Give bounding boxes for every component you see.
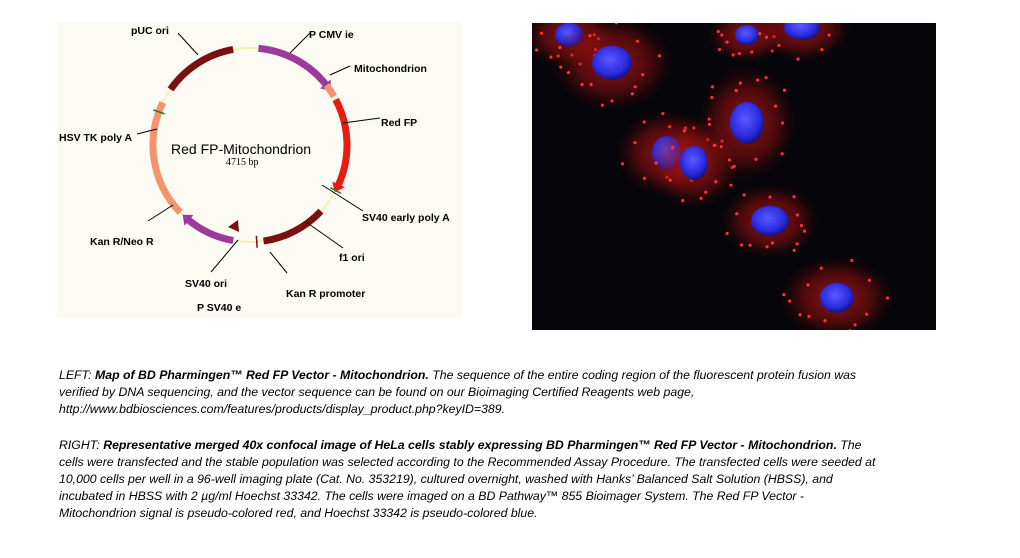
mitochondria-speck (782, 293, 785, 296)
mitochondria-speck (643, 120, 646, 123)
mitochondria-speck (725, 41, 728, 44)
mitochondria-speck (634, 85, 637, 88)
cell-nucleus (592, 46, 632, 80)
label-hsv-tk-poly-a: HSV TK poly A (59, 132, 133, 144)
mitochondria-speck (720, 145, 723, 148)
mitochondria-speck (807, 315, 810, 318)
mitochondria-speck (781, 121, 784, 124)
mitochondria-speck (750, 50, 753, 53)
cell-nucleus (820, 283, 854, 313)
plasmid-size: 4715 bp (226, 157, 259, 168)
mitochondria-speck (711, 85, 714, 88)
mitochondria-speck (865, 313, 868, 316)
mitochondria-speck (823, 319, 826, 322)
mitochondria-speck (710, 96, 713, 99)
label-puc-ori: pUC ori (131, 25, 169, 37)
mitochondria-speck (633, 141, 636, 144)
mitochondria-speck (558, 46, 561, 49)
mitochondria-speck (792, 195, 795, 198)
mitochondria-speck (777, 44, 780, 47)
arc-sv40-ori (188, 219, 234, 240)
caption-right (59, 437, 879, 522)
mitochondria-speck (795, 242, 798, 245)
mitochondria-speck (718, 48, 721, 51)
mitochondria-speck (540, 32, 543, 35)
mitochondria-speck (713, 144, 716, 147)
mitochondria-speck (853, 323, 856, 326)
mitochondria-speck (796, 58, 799, 61)
mitochondria-speck (580, 83, 583, 86)
label-sv40-ori: SV40 ori (185, 278, 228, 290)
mitochondria-speck (700, 197, 703, 200)
mitochondria-speck (806, 283, 809, 286)
mitochondria-speck (756, 78, 759, 81)
mitochondria-speck (796, 213, 799, 216)
mitochondria-speck (758, 32, 761, 35)
cell-nucleus (680, 146, 708, 180)
mitochondria-speck (803, 229, 806, 232)
mitochondria-speck (739, 82, 742, 85)
mitochondria-speck (654, 161, 657, 164)
mitochondria-speck (799, 313, 802, 316)
label-kan-r-neo-r: Kan R/Neo R (90, 236, 154, 248)
mitochondria-speck (590, 83, 593, 86)
mitochondria-speck (765, 245, 768, 248)
cell-nucleus (730, 102, 764, 144)
arc-mitochondrion (326, 85, 334, 96)
mitochondria-speck (641, 73, 644, 76)
mitochondria-speck (749, 244, 752, 247)
mitochondria-speck (671, 146, 674, 149)
mitochondria-speck (733, 165, 736, 168)
tick-kan-r-promoter (256, 236, 257, 248)
mitochondria-speck (768, 195, 771, 198)
mitochondria-speck (610, 99, 613, 102)
arc-red-fp (336, 99, 347, 186)
mitochondria-speck (535, 48, 538, 51)
mitochondria-speck (601, 103, 604, 106)
mitochondria-speck (636, 40, 639, 43)
mitochondria-speck (827, 33, 830, 36)
mitochondria-speck (681, 199, 684, 202)
mitochondria-speck (669, 179, 672, 182)
label-kan-r-promoter: Kan R promoter (286, 288, 366, 300)
label-sv40-early-poly-a: SV40 early poly A (362, 212, 450, 224)
mitochondria-speck (735, 212, 738, 215)
cell-nucleus (751, 206, 789, 236)
caption-left-title: Map of BD Pharmingen™ Red FP Vector - Mitochondrion. (94, 368, 429, 382)
mitochondria-speck (708, 123, 711, 126)
mitochondria-speck (735, 89, 738, 92)
mitochondria-speck (728, 158, 731, 161)
caption-left (59, 367, 879, 418)
mitochondria-speck (588, 34, 591, 37)
mitochondria-speck (868, 279, 871, 282)
mitochondria-speck (743, 193, 746, 196)
mitochondria-speck (717, 30, 720, 33)
mitochondria-speck (793, 249, 796, 252)
mitochondria-speck (850, 259, 853, 262)
mitochondria-speck (820, 48, 823, 51)
mitochondria-speck (567, 71, 570, 74)
mitochondria-speck (720, 33, 723, 36)
plasmid-name: Red FP-Mitochondrion (171, 141, 312, 157)
mitochondria-speck (781, 152, 784, 155)
mitochondria-speck (788, 299, 791, 302)
label-mitochondrion: Mitochondrion (354, 63, 427, 75)
mitochondria-speck (774, 105, 777, 108)
caption-right-prefix: RIGHT: (59, 438, 104, 452)
mitochondria-speck (800, 224, 803, 227)
mitochondria-speck (783, 89, 786, 92)
mitochondria-speck (643, 177, 646, 180)
cell-image-canvas (532, 23, 936, 330)
mitochondria-speck (658, 54, 661, 57)
label-p-sv40-e: P SV40 e (197, 302, 242, 314)
arc-puc-ori (171, 49, 234, 89)
mitochondria-speck (820, 267, 823, 270)
label-p-cmv-ie: P CMV ie (309, 29, 354, 41)
caption-left-prefix: LEFT: (59, 368, 95, 382)
mitochondria-speck (740, 243, 743, 246)
mitochondria-speck (704, 191, 707, 194)
mitochondria-speck (621, 162, 624, 165)
label-f1-ori: f1 ori (339, 252, 365, 264)
mitochondria-speck (765, 36, 768, 39)
caption-right-title: Representative merged 40x confocal image of HeLa cells stably expressing BD Pharmingen™ Red FP Vector - Mitochondrion. (103, 438, 837, 452)
mitochondria-speck (661, 112, 664, 115)
arc-p-cmv-ie (258, 48, 326, 85)
mitochondria-speck (738, 52, 741, 55)
arc-kan-r-neo-r (153, 102, 180, 212)
caption-right-body: The cells were transfected and the stable population was selected according to the Recommended Assay Procedure. The transfected cells were seeded at 10,000 cells per well in a 96-well imaging plate (Cat. No. 353219), cultured overnight, washed with Hanks’ Balanced Salt Solution (HBSS), and incubated in HBSS with 2 µg/ml Hoechst 33342. The cells were imaged on a BD Pathway™ 855 Bioimager System. The Red FP Vector - Mitochondrion signal is pseudo-colored red, and Hoechst 33342 is pseudo-colored blue. (59, 438, 876, 520)
caption-left-body: The sequence of the entire coding region of the fluorescent protein fusion was verified by DNA sequencing, and the vector sequence can be found on our Bioimaging Certified Reagents web page, http://www.bdbiosciences.com/features/products/display_product.php?keyID=389. (59, 368, 857, 416)
mitochondria-speck (683, 129, 686, 132)
mitochondria-speck (725, 232, 728, 235)
mitochondria-speck (732, 53, 735, 56)
mitochondria-speck (729, 184, 732, 187)
confocal-cell-image (532, 23, 936, 330)
mitochondria-speck (771, 241, 774, 244)
mitochondria-speck (559, 66, 562, 69)
mitochondria-speck (714, 180, 717, 183)
mitochondria-speck (631, 92, 634, 95)
label-red-fp: Red FP (381, 117, 418, 129)
mitochondria-speck (764, 76, 767, 79)
mitochondria-speck (754, 158, 757, 161)
arc-sv40-ori-small-arrow (228, 220, 239, 232)
mitochondria-speck (886, 296, 889, 299)
